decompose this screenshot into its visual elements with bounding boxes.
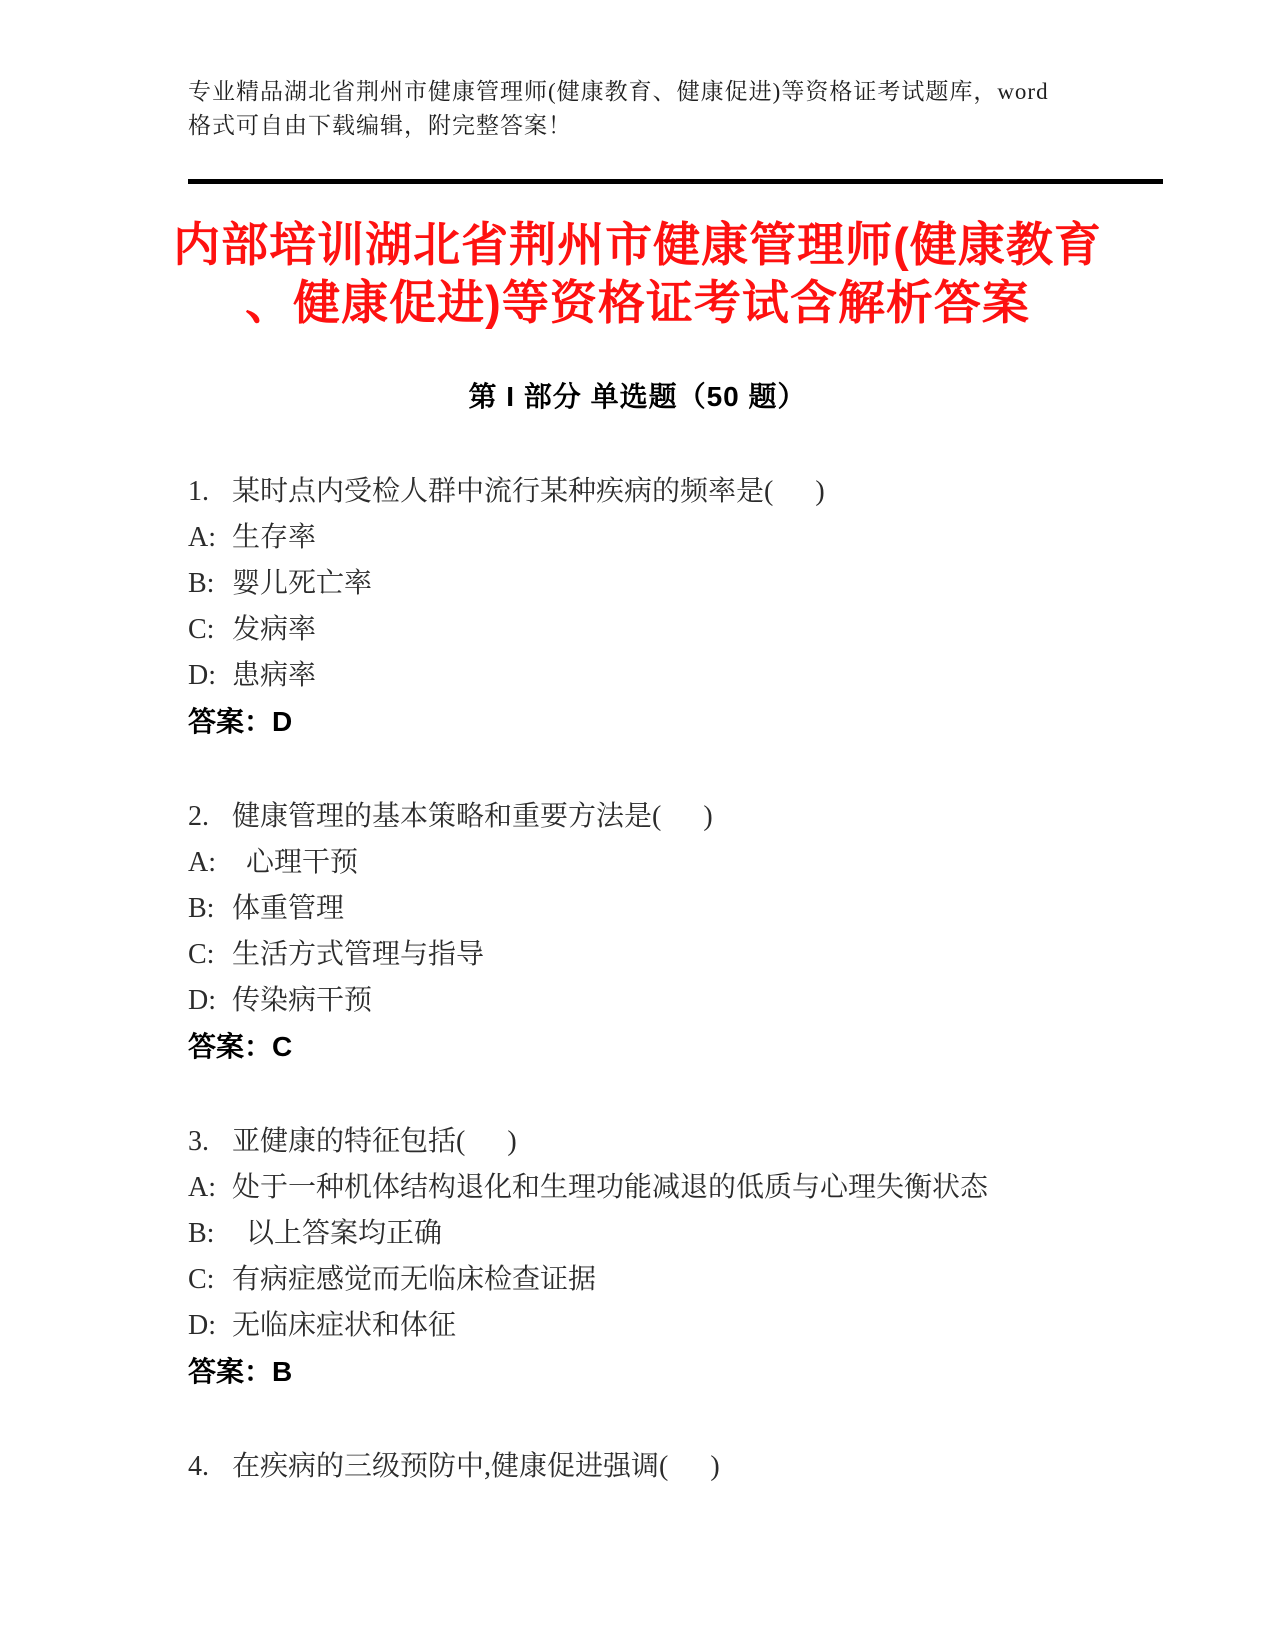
option-text: 体重管理: [232, 893, 345, 924]
question-text: 某时点内受检人群中流行某种疾病的频率是( ): [232, 476, 825, 507]
header-note-line: 专业精品湖北省荆州市健康管理师(健康教育、健康促进)等资格证考试题库，word: [188, 79, 1049, 104]
option-line: [188, 607, 1125, 653]
option-label: B:: [188, 1218, 215, 1249]
question-block: [188, 469, 1125, 745]
header-divider-rule: [188, 179, 1163, 184]
question-text: 在疾病的三级预防中,健康促进强调( ): [232, 1451, 720, 1482]
answer-line: 答案：D: [188, 706, 293, 737]
question-number: 4.: [188, 1451, 209, 1482]
option-label: C:: [188, 614, 215, 645]
document-title: [0, 216, 1275, 332]
option-line: [188, 1211, 1125, 1257]
question-line: [188, 794, 1125, 840]
question-line: [188, 469, 1125, 515]
option-text: 生存率: [232, 522, 317, 553]
option-text: 心理干预: [232, 847, 359, 878]
header-note: [0, 0, 1275, 143]
option-label: B:: [188, 568, 215, 599]
document-title-line: 内部培训湖北省荆州市健康管理师(健康教育: [173, 218, 1102, 271]
option-line: [188, 561, 1125, 607]
option-text: 传染病干预: [232, 985, 373, 1016]
option-label: A:: [188, 847, 216, 878]
header-note-line: 格式可自由下载编辑，附完整答案！: [188, 113, 572, 138]
section-heading: 第 I 部分 单选题（50 题）: [468, 381, 807, 412]
document-title-line: 、健康促进)等资格证考试含解析答案: [245, 276, 1030, 329]
option-text: 处于一种机体结构退化和生理功能减退的低质与心理失衡状态: [232, 1172, 989, 1203]
option-label: D:: [188, 1310, 216, 1341]
option-label: D:: [188, 985, 216, 1016]
option-text: 以上答案均正确: [232, 1218, 443, 1249]
option-line: [188, 653, 1125, 699]
option-line: [188, 978, 1125, 1024]
option-label: A:: [188, 1172, 216, 1203]
option-line: [188, 932, 1125, 978]
option-line: [188, 1303, 1125, 1349]
question-text: 亚健康的特征包括( ): [232, 1126, 517, 1157]
answer-line: 答案：C: [188, 1031, 293, 1062]
option-label: D:: [188, 660, 216, 691]
question-block: [188, 1119, 1125, 1395]
option-line: [188, 1257, 1125, 1303]
option-label: A:: [188, 522, 216, 553]
option-line: [188, 886, 1125, 932]
question-number: 2.: [188, 801, 209, 832]
option-text: 生活方式管理与指导: [232, 939, 485, 970]
option-label: C:: [188, 939, 215, 970]
answer-line: 答案：B: [188, 1356, 293, 1387]
option-text: 发病率: [232, 614, 317, 645]
question-block: [188, 1444, 1125, 1490]
question-list: [188, 469, 1125, 1490]
question-number: 3.: [188, 1126, 209, 1157]
option-text: 患病率: [232, 660, 317, 691]
option-text: 有病症感觉而无临床检查证据: [232, 1264, 597, 1295]
question-line: [188, 1444, 1125, 1490]
option-line: [188, 1165, 1125, 1211]
option-text: 婴儿死亡率: [232, 568, 373, 599]
question-line: [188, 1119, 1125, 1165]
option-line: [188, 515, 1125, 561]
option-label: B:: [188, 893, 215, 924]
question-number: 1.: [188, 476, 209, 507]
option-text: 无临床症状和体征: [232, 1310, 457, 1341]
option-label: C:: [188, 1264, 215, 1295]
option-line: [188, 840, 1125, 886]
question-text: 健康管理的基本策略和重要方法是( ): [232, 801, 713, 832]
question-block: [188, 794, 1125, 1070]
